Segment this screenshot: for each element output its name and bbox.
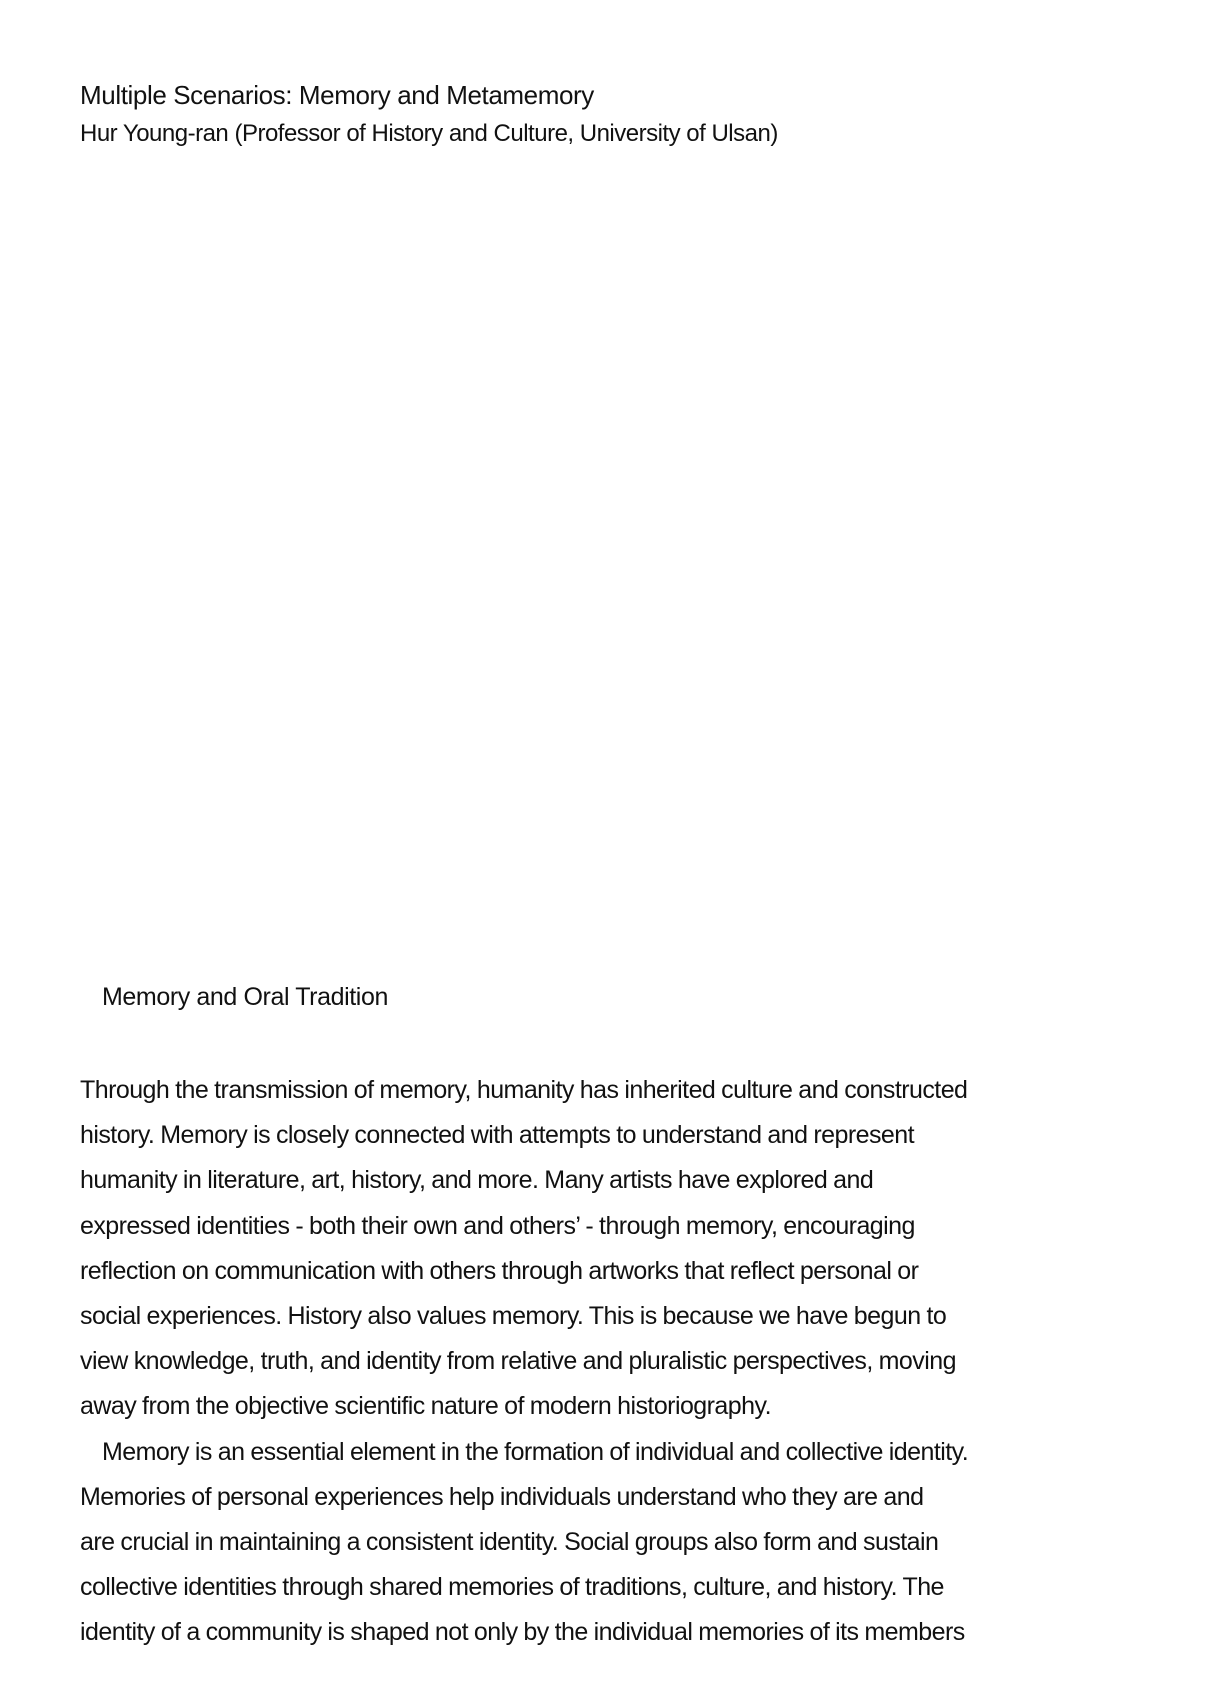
text-line: identity of a community is shaped not only by the individual memories of its members <box>80 1618 965 1647</box>
text-line: view knowledge, truth, and identity from relative and pluralistic perspectives, moving <box>80 1347 956 1376</box>
text-line: humanity in literature, art, history, and more. Many artists have explored and <box>80 1166 874 1195</box>
text-line: social experiences. History also values memory. This is because we have begun to <box>80 1302 947 1331</box>
document-header <box>80 76 1140 154</box>
text-line: are crucial in maintaining a consistent identity. Social groups also form and sustain <box>80 1528 939 1557</box>
text-line: Memories of personal experiences help individuals understand who they are and <box>80 1482 924 1511</box>
author-line: Hur Young-ran (Professor of History and Culture, University of Ulsan) <box>80 120 778 147</box>
section-heading: Memory and Oral Tradition <box>102 983 388 1011</box>
body-text <box>80 1068 1160 1656</box>
text-line: collective identities through shared memories of traditions, culture, and history. The <box>80 1573 944 1602</box>
text-line: reflection on communication with others through artworks that reflect personal or <box>80 1256 919 1285</box>
text-line: Memory is an essential element in the formation of individual and collective identity. <box>102 1437 969 1466</box>
text-line: away from the objective scientific nature of modern historiography. <box>80 1392 771 1421</box>
document-title: Multiple Scenarios: Memory and Metamemory <box>80 80 594 110</box>
paragraph-1 <box>80 1068 1160 1430</box>
paragraph-2 <box>80 1430 1160 1656</box>
text-line: history. Memory is closely connected with attempts to understand and represent <box>80 1121 915 1150</box>
text-line: expressed identities - both their own and others’ - through memory, encouraging <box>80 1211 915 1240</box>
text-line: Through the transmission of memory, humanity has inherited culture and constructed <box>80 1076 968 1104</box>
